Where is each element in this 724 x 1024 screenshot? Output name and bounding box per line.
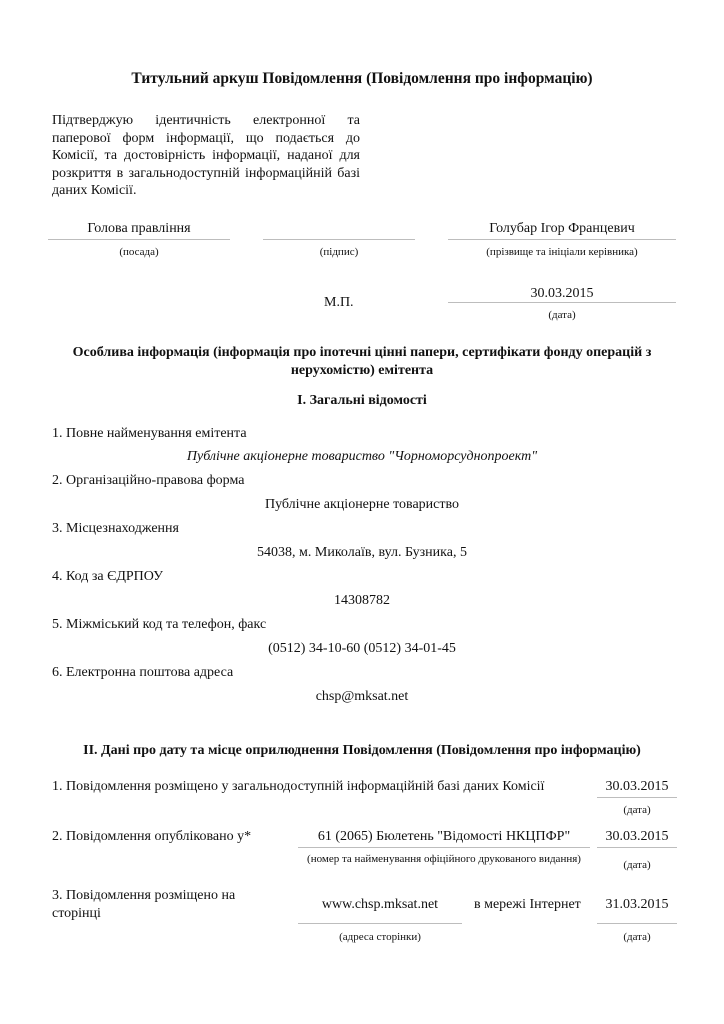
location-value: 54038, м. Миколаїв, вул. Бузника, 5 (257, 545, 467, 560)
website-date: 31.03.2015 (605, 897, 669, 912)
database-label: 1. Повідомлення розміщено у загальнодоступній інформаційній базі даних Комісії (52, 779, 545, 794)
email-value: chsp@mksat.net (315, 689, 409, 704)
position-value: Голова правління (87, 221, 191, 236)
date-label: (дата) (548, 309, 576, 321)
publication-label: (номер та найменування офіційного друкованого видання) (307, 853, 581, 865)
emitent-name-label: 1. Повне найменування емітента (52, 426, 247, 441)
internet-label: в мережі Інтернет (474, 897, 581, 912)
legal-form-value: Публічне акціонерне товариство (264, 497, 460, 512)
publication-line (298, 847, 590, 848)
name-label: (прізвище та ініціали керівника) (486, 246, 638, 258)
website-date-line (597, 923, 677, 924)
website-url-label: (адреса сторінки) (339, 931, 421, 943)
website-url[interactable]: www.chsp.mksat.net (321, 897, 439, 912)
position-line (48, 239, 230, 240)
section-2-title: II. Дані про дату та місце оприлюднення Повідомлення (Повідомлення про інформацію) (83, 743, 641, 758)
signature-date: 30.03.2015 (530, 286, 594, 301)
phone-value: (0512) 34-10-60 (0512) 34-01-45 (268, 641, 456, 656)
confirmation-text: Підтверджую ідентичність електронної та паперової форм інформації, що подається до Комісії, та достовірність інформації, наданої для розкриття в загальнодоступній інформаційній базі даних Комісії. (52, 113, 360, 198)
website-url-line (298, 923, 462, 924)
date-line (448, 302, 676, 303)
section-1-title: I. Загальні відомості (297, 393, 427, 408)
database-date-label: (дата) (623, 804, 651, 816)
phone-label: 5. Міжміський код та телефон, факс (52, 617, 267, 632)
database-date-line (597, 797, 677, 798)
publication-date: 30.03.2015 (605, 829, 669, 844)
page-title: Титульний аркуш Повідомлення (Повідомлення про інформацію) (131, 70, 593, 87)
location-label: 3. Місцезнаходження (52, 521, 179, 536)
publication-date-line (597, 847, 677, 848)
position-label: (посада) (119, 246, 159, 258)
signature-line (263, 239, 415, 240)
name-line (448, 239, 676, 240)
publication-value: 61 (2065) Бюлетень "Відомості НКЦПФР" (317, 829, 571, 844)
signature-label: (підпис) (319, 246, 359, 258)
legal-form-label: 2. Організаційно-правова форма (52, 473, 245, 488)
stamp-placeholder: М.П. (324, 295, 354, 310)
email-label: 6. Електронна поштова адреса (52, 665, 234, 680)
database-date: 30.03.2015 (605, 779, 669, 794)
website-label: 3. Повідомлення розміщено на сторінці (52, 888, 236, 921)
edrpou-label: 4. Код за ЄДРПОУ (52, 569, 164, 584)
emitent-name-value: Публічне акціонерне товариство "Чорноморсуднопроект" (186, 449, 538, 464)
special-info-title: Особлива інформація (інформація про іпотечні цінні папери, сертифікати фонду операцій з нерухомістю) емітента (72, 345, 652, 378)
edrpou-value: 14308782 (334, 593, 390, 608)
website-date-label: (дата) (623, 931, 651, 943)
director-name: Голубар Ігор Францевич (489, 221, 635, 236)
published-label: 2. Повідомлення опубліковано у* (52, 829, 252, 844)
publication-date-label: (дата) (623, 859, 651, 871)
